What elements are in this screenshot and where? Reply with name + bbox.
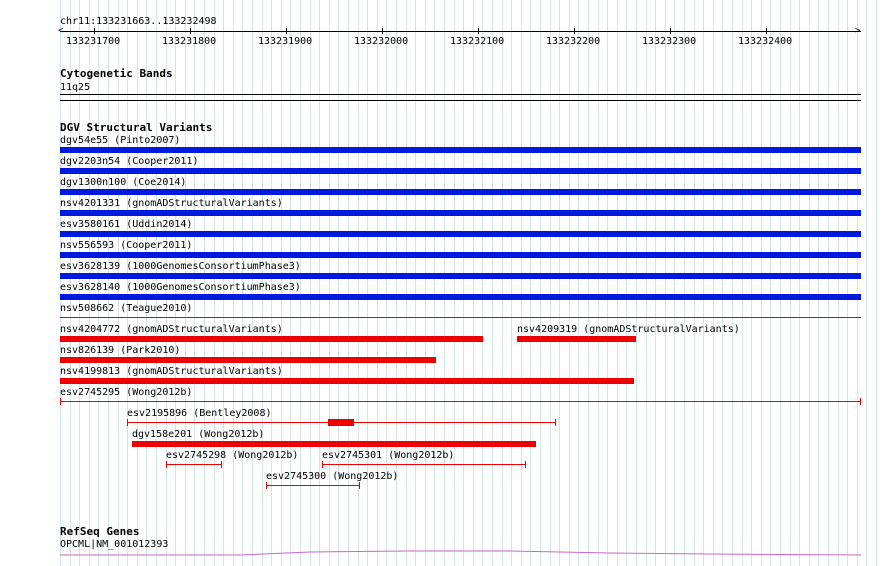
ruler-tick [94,28,95,34]
grid-line [838,0,839,566]
cyto-band-outline-bottom[interactable] [60,100,861,101]
gene-label: OPCML|NM_001012393 [60,539,169,550]
grid-line [473,0,474,566]
grid-line [713,0,714,566]
variant-feature-esv2745295[interactable] [60,401,861,402]
grid-line [742,0,743,566]
grid-line [482,0,483,566]
variant-end-cap [127,419,128,426]
ruler-tick-label: 133232100 [450,36,505,47]
variant-label: esv3628139 (1000GenomesConsortiumPhase3) [60,261,301,272]
grid-line [855,0,861,566]
variant-end-cap [266,482,267,489]
grid-line [684,0,685,566]
cyto-band-outline-top[interactable] [60,94,861,95]
variant-feature-esv3628139[interactable] [60,273,861,279]
variant-feature-esv3580161[interactable] [60,231,861,237]
variant-feature-esv2745298[interactable] [166,464,222,465]
ruler-left-arrow-icon: < [58,26,64,36]
ruler-tick-label: 133231900 [258,36,313,47]
grid-line [607,0,608,566]
grid-line [866,0,867,566]
grid-line [674,0,675,566]
ruler-right-arrow-icon: > [855,26,861,36]
variant-feature-nsv4204772[interactable] [60,336,483,342]
ruler-tick [382,28,383,34]
grid-line [828,0,829,566]
ruler-tick [190,28,191,34]
ruler-tick-label: 133232400 [738,36,793,47]
grid-line [434,0,435,566]
ruler-tick [670,28,671,34]
variant-label: dgv158e201 (Wong2012b) [132,429,265,440]
grid-line [617,0,618,566]
variant-feature-nsv508662[interactable] [60,317,861,318]
grid-line [809,0,810,566]
grid-line [722,0,723,566]
grid-line [799,0,800,566]
variant-label: esv3580161 (Uddin2014) [60,219,193,230]
variant-feature-esv3628140[interactable] [60,294,861,300]
variant-inner-block[interactable] [328,419,354,426]
grid-line [406,0,407,566]
variant-label: nsv4199813 (gnomADStructuralVariants) [60,366,283,377]
grid-line [540,0,541,566]
grid-line [559,0,560,566]
variant-feature-dgv1300n100[interactable] [60,189,861,195]
grid-line [770,0,771,566]
variant-end-cap [555,419,556,426]
ruler-tick-label: 133232300 [642,36,697,47]
variant-label: esv2745298 (Wong2012b) [166,450,299,461]
variant-feature-nsv4209319[interactable] [517,336,636,342]
grid-line [550,0,551,566]
grid-line [415,0,416,566]
grid-line [646,0,647,566]
grid-line [502,0,503,566]
grid-line [511,0,512,566]
variant-label: nsv556593 (Cooper2011) [60,240,193,251]
cyto-track-title[interactable]: Cytogenetic Bands [60,67,173,80]
ruler-tick-label: 133231800 [162,36,217,47]
grid-line [732,0,733,566]
variant-label: esv2745301 (Wong2012b) [322,450,455,461]
variant-label: esv3628140 (1000GenomesConsortiumPhase3) [60,282,301,293]
variant-label: nsv826139 (Park2010) [60,345,181,356]
variant-feature-nsv826139[interactable] [60,357,436,363]
grid-line [492,0,493,566]
grid-line [847,0,848,566]
variant-label: dgv2203n54 (Cooper2011) [60,156,199,167]
variant-feature-esv2745301[interactable] [322,464,526,465]
ruler-tick [286,28,287,34]
grid-line [780,0,781,566]
variant-end-cap [322,461,323,468]
variant-feature-nsv4199813[interactable] [60,378,634,384]
variant-feature-dgv54e55[interactable] [60,147,861,153]
ruler-tick [574,28,575,34]
ruler-axis [60,31,861,32]
cyto-band-label: 11q25 [60,82,91,93]
variant-end-cap [860,398,861,405]
variant-end-cap [359,482,360,489]
grid-line [444,0,445,566]
ruler-tick [766,28,767,34]
gene-feature-opcml[interactable] [60,546,861,558]
ruler-tick [478,28,479,34]
variant-end-cap [525,461,526,468]
variant-feature-dgv2203n54[interactable] [60,168,861,174]
grid-line [425,0,426,566]
variant-label: nsv4204772 (gnomADStructuralVariants) [60,324,283,335]
variant-feature-nsv556593[interactable] [60,252,861,258]
dgv-track-title[interactable]: DGV Structural Variants [60,121,213,134]
grid-line [655,0,656,566]
location-label: chr11:133231663..133232498 [60,16,217,27]
grid-line [463,0,464,566]
ruler-tick-label: 133232000 [354,36,409,47]
variant-label: esv2195896 (Bentley2008) [127,408,272,419]
ruler-tick-label: 133232200 [546,36,601,47]
grid-line [521,0,522,566]
variant-label: nsv4209319 (gnomADStructuralVariants) [517,324,740,335]
variant-feature-nsv4201331[interactable] [60,210,861,216]
grid-line [665,0,666,566]
grid-line [636,0,637,566]
variant-label: esv2745300 (Wong2012b) [266,471,399,482]
variant-end-cap [60,398,61,405]
grid-line [578,0,579,566]
grid-line [588,0,589,566]
variant-label: esv2745295 (Wong2012b) [60,387,193,398]
grid-line [761,0,762,566]
grid-line [876,0,877,566]
ruler-tick-label: 133231700 [66,36,121,47]
grid-line [790,0,791,566]
variant-feature-dgv158e201[interactable] [132,441,536,447]
grid-line [454,0,455,566]
variant-label: dgv1300n100 (Coe2014) [60,177,187,188]
grid-line [703,0,704,566]
grid-line [569,0,570,566]
grid-line [598,0,599,566]
variant-end-cap [221,461,222,468]
grid-line [694,0,695,566]
grid-line [530,0,531,566]
variant-label: dgv54e55 (Pinto2007) [60,135,181,146]
refseq-track-title[interactable]: RefSeq Genes [60,525,140,538]
variant-feature-esv2745300[interactable] [266,485,360,486]
grid-line [751,0,752,566]
grid-line [626,0,627,566]
grid-line [818,0,819,566]
variant-label: nsv508662 (Teague2010) [60,303,193,314]
variant-end-cap [166,461,167,468]
variant-label: nsv4201331 (gnomADStructuralVariants) [60,198,283,209]
